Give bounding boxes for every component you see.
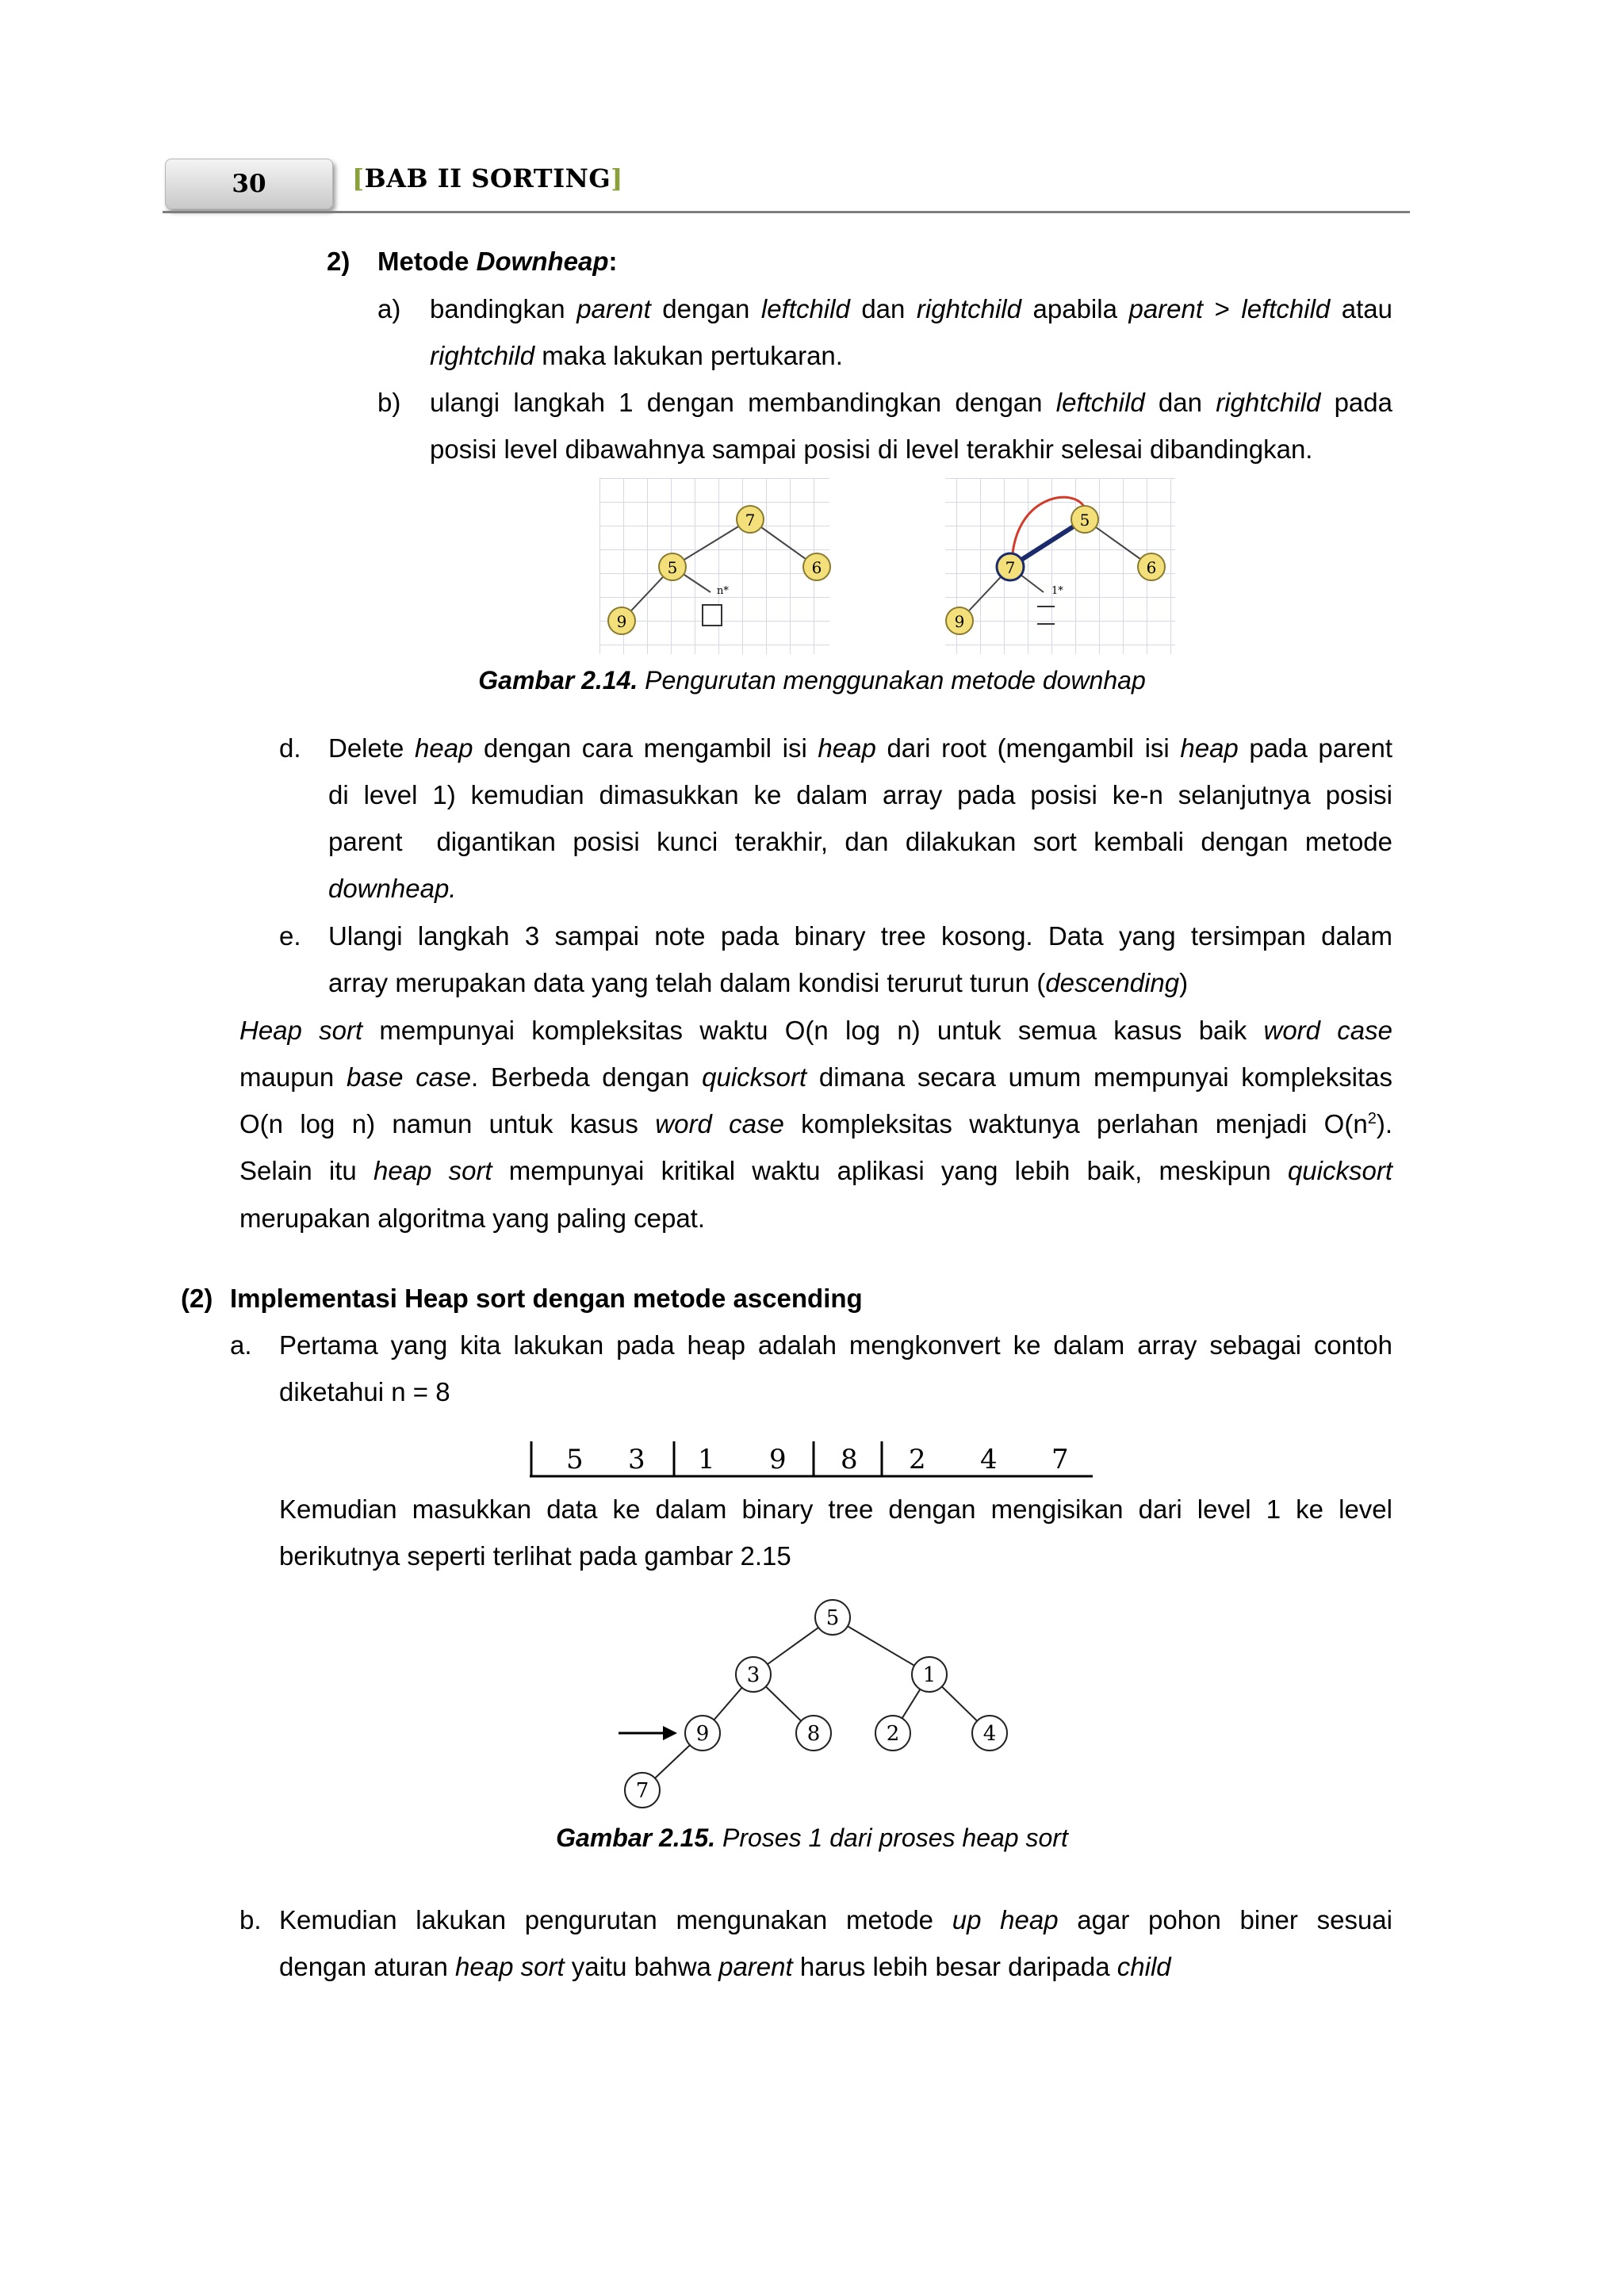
array-cell: 9 bbox=[769, 1444, 787, 1475]
chapter-title: [BAB II SORTING] bbox=[352, 163, 623, 193]
downheap-b-label: b) bbox=[377, 388, 401, 417]
figure-2-14-caption: Gambar 2.14. Pengurutan menggunakan metode downhap bbox=[478, 666, 1146, 695]
empty-slot bbox=[703, 605, 722, 626]
paragraph-line5: merupakan algoritma yang paling cepat. bbox=[239, 1203, 706, 1233]
paragraph-line2: maupun base case. Berbeda dengan quicksort dimana secara umum mempunyai kompleksitas bbox=[239, 1062, 1392, 1092]
downheap-b-line2: posisi level dibawahnya sampai posisi di level terakhir selesai dibandingkan. bbox=[430, 434, 1313, 464]
impl-a-line3: Kemudian masukkan data ke dalam binary tree dengan mengisikan dari level 1 ke level bbox=[279, 1494, 1392, 1524]
node-label: 6 bbox=[811, 558, 822, 577]
array-cell: 3 bbox=[628, 1444, 645, 1475]
impl-a-line1: Pertama yang kita lakukan pada heap adalah mengkonvert ke dalam array sebagai contoh bbox=[279, 1330, 1392, 1360]
node-label: 7 bbox=[745, 511, 756, 530]
node-label: 5 bbox=[1079, 511, 1090, 530]
node-label: 9 bbox=[616, 612, 627, 631]
impl-b-line2: dengan aturan heap sort yaitu bahwa parent harus lebih besar daripada child bbox=[279, 1952, 1171, 1981]
downheap-b-line1: ulangi langkah 1 dengan membandingkan dengan leftchild dan rightchild pada bbox=[430, 388, 1392, 417]
array-cell: 2 bbox=[909, 1444, 926, 1475]
impl-title: Implementasi Heap sort dengan metode ascending bbox=[230, 1284, 863, 1313]
downheap-a-label: a) bbox=[377, 294, 401, 323]
node-label: 9 bbox=[695, 1722, 710, 1746]
paragraph-line3: O(n log n) namun untuk kasus word case kompleksitas waktunya perlahan menjadi $O(n^2)$. bbox=[239, 1109, 1392, 1138]
page-number: 30 bbox=[165, 159, 333, 209]
downheap-left-tree bbox=[599, 478, 830, 654]
array-cell: 7 bbox=[1051, 1444, 1069, 1475]
node-label: 7 bbox=[635, 1779, 649, 1803]
item-d-line4: downheap. bbox=[328, 874, 457, 903]
impl-number: (2) bbox=[181, 1284, 213, 1313]
impl-b-line1: Kemudian lakukan pengurutan mengunakan metode up heap agar pohon biner sesuai bbox=[279, 1905, 1392, 1934]
item-e-line1: Ulangi langkah 3 sampai note pada binary tree kosong. Data yang tersimpan dalam bbox=[328, 921, 1392, 951]
array-cell: 4 bbox=[980, 1444, 998, 1475]
header-rule bbox=[163, 211, 1410, 213]
figure-2-14 bbox=[599, 478, 1175, 654]
downheap-a-line2: rightchild maka lakukan pertukaran. bbox=[430, 341, 843, 370]
downheap-number: 2) bbox=[327, 247, 350, 276]
downheap-title: Metode Downheap: bbox=[377, 247, 618, 276]
impl-a-line4: berikutnya seperti terlihat pada gambar 2.15 bbox=[279, 1541, 791, 1571]
node-label: 2 bbox=[886, 1722, 900, 1746]
array-cell: 5 bbox=[566, 1444, 584, 1475]
array-cell: 8 bbox=[841, 1444, 858, 1475]
figure-2-15-caption: Gambar 2.15. Proses 1 dari proses heap sort bbox=[556, 1823, 1068, 1852]
node-label: 9 bbox=[954, 612, 965, 631]
downheap-right-tree bbox=[945, 478, 1175, 654]
node-label: 3 bbox=[746, 1663, 760, 1687]
item-d-line2: di level 1) kemudian dimasukkan ke dalam array pada posisi ke-n selanjutnya posisi bbox=[328, 780, 1392, 809]
node-label: 1 bbox=[922, 1663, 936, 1687]
array-figure bbox=[530, 1437, 1094, 1481]
node-label: 7 bbox=[1005, 558, 1016, 577]
node-label: 6 bbox=[1146, 558, 1157, 577]
slot-marker: n* bbox=[717, 585, 729, 597]
impl-b-label: b. bbox=[239, 1905, 262, 1934]
node-label: 4 bbox=[982, 1722, 997, 1746]
impl-a-line2: diketahui n = 8 bbox=[279, 1377, 450, 1406]
node-label: 5 bbox=[667, 558, 678, 577]
figure-2-15 bbox=[612, 1590, 1025, 1820]
paragraph-line1: Heap sort mempunyai kompleksitas waktu O(n log n) untuk semua kasus baik word case bbox=[239, 1016, 1392, 1045]
array-cell: 1 bbox=[698, 1444, 715, 1475]
item-e-label: e. bbox=[279, 921, 301, 951]
item-d-line3: parent digantikan posisi kunci terakhir, dan dilakukan sort kembali dengan metode bbox=[328, 827, 1392, 856]
item-d-label: d. bbox=[279, 733, 301, 763]
node-label: 5 bbox=[825, 1606, 840, 1630]
impl-a-label: a. bbox=[230, 1330, 252, 1360]
node-label: 8 bbox=[806, 1722, 821, 1746]
paragraph-line4: Selain itu heap sort mempunyai kritikal waktu aplikasi yang lebih baik, meskipun quicksort bbox=[239, 1156, 1392, 1185]
item-e-line2: array merupakan data yang telah dalam kondisi terurut turun (descending) bbox=[328, 968, 1189, 997]
slot-marker: 1* bbox=[1051, 585, 1063, 597]
downheap-a-line1: bandingkan parent dengan leftchild dan rightchild apabila parent > leftchild atau bbox=[430, 294, 1392, 323]
item-d-line1: Delete heap dengan cara mengambil isi heap dari root (mengambil isi heap pada parent bbox=[328, 733, 1392, 763]
arrow-icon bbox=[619, 1726, 677, 1740]
